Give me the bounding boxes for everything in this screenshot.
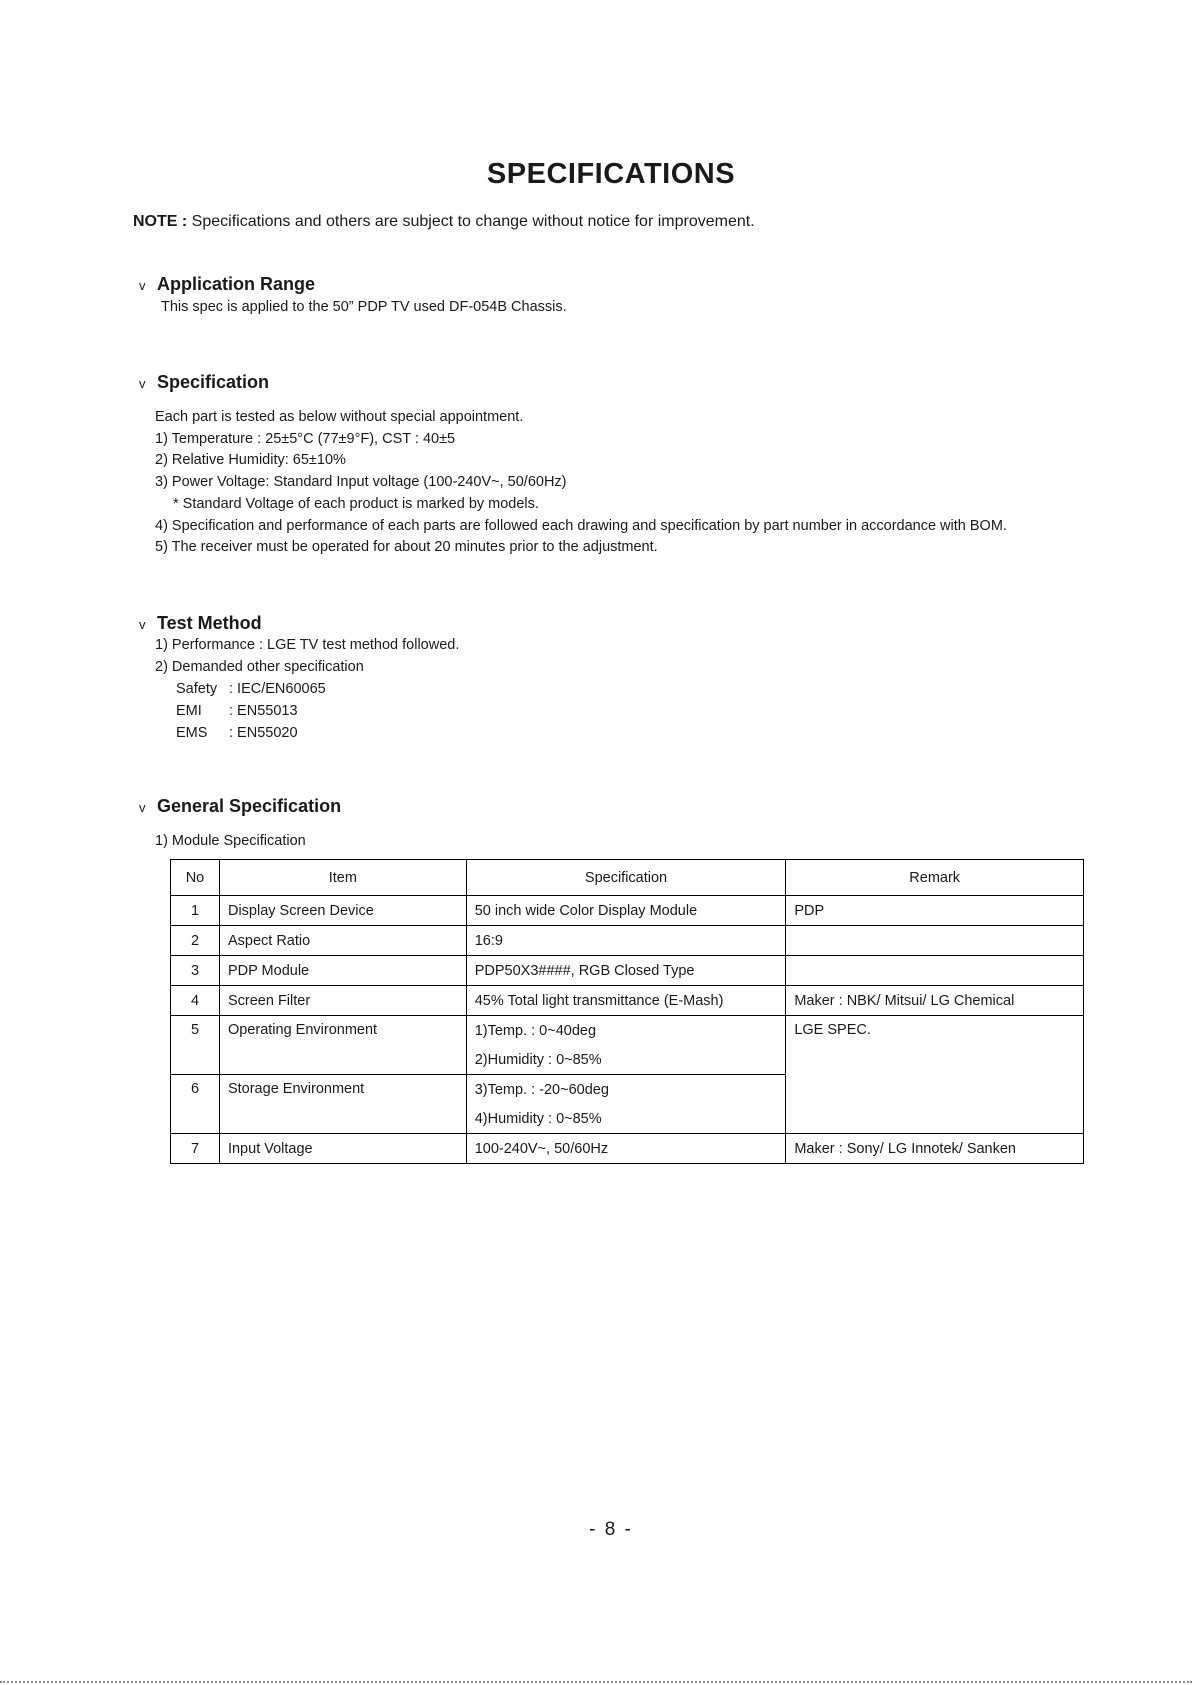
standard-value: : EN55013 xyxy=(229,703,298,719)
cell-item: Screen Filter xyxy=(219,986,466,1016)
standard-name: Safety xyxy=(176,681,218,697)
module-spec-table xyxy=(170,859,1084,1164)
cell-spec: PDP50X3####, RGB Closed Type xyxy=(466,956,786,986)
cell-spec: 4)Humidity : 0~85% xyxy=(466,1104,786,1134)
table-row xyxy=(171,926,1084,956)
table-row xyxy=(171,956,1084,986)
general-specification-heading: v General Specification xyxy=(139,796,342,816)
bullet-icon: v xyxy=(139,617,146,632)
page-number: - 8 - xyxy=(589,1519,633,1540)
note xyxy=(133,213,755,231)
standard-name: EMI xyxy=(176,703,202,719)
cell-item: Storage Environment xyxy=(219,1075,466,1134)
table-row xyxy=(171,1134,1084,1164)
standard-name: EMS xyxy=(176,725,208,741)
table-row xyxy=(171,896,1084,926)
note-label: NOTE : xyxy=(133,213,188,230)
bullet-icon: v xyxy=(139,800,146,815)
spec-line: 1) Temperature : 25±5°C (77±9°F), CST : 40±5 xyxy=(155,431,456,447)
cell-no: 1 xyxy=(171,896,220,926)
cell-item: PDP Module xyxy=(219,956,466,986)
cell-spec: 100-240V~, 50/60Hz xyxy=(466,1134,786,1164)
cell-no: 3 xyxy=(171,956,220,986)
cell-no: 6 xyxy=(171,1075,220,1134)
cell-remark: PDP xyxy=(786,896,1084,926)
test-method-line: 2) Demanded other specification xyxy=(155,659,364,675)
cell-no: 2 xyxy=(171,926,220,956)
spec-line: 2) Relative Humidity: 65±10% xyxy=(155,452,346,468)
spec-line: * Standard Voltage of each product is marked by models. xyxy=(173,496,539,512)
cell-no: 4 xyxy=(171,986,220,1016)
cell-remark xyxy=(786,956,1084,986)
cell-spec: 16:9 xyxy=(466,926,786,956)
cell-spec: 2)Humidity : 0~85% xyxy=(466,1045,786,1075)
cell-no: 5 xyxy=(171,1016,220,1075)
table-header-row xyxy=(171,860,1084,896)
column-header: No xyxy=(171,860,220,896)
table-row xyxy=(171,986,1084,1016)
standard-value: : IEC/EN60065 xyxy=(229,681,326,697)
test-method-heading: v Test Method xyxy=(139,613,262,633)
cell-spec: 45% Total light transmittance (E-Mash) xyxy=(466,986,786,1016)
cell-item: Operating Environment xyxy=(219,1016,466,1075)
spec-line: Each part is tested as below without special appointment. xyxy=(155,409,524,425)
page-title: SPECIFICATIONS xyxy=(486,158,736,190)
spec-line: 3) Power Voltage: Standard Input voltage (100-240V~, 50/60Hz) xyxy=(155,474,567,490)
bullet-icon: v xyxy=(139,376,146,391)
test-method-line: 1) Performance : LGE TV test method followed. xyxy=(155,637,460,653)
application-range-text: This spec is applied to the 50” PDP TV used DF-054B Chassis. xyxy=(161,299,567,315)
cell-no: 7 xyxy=(171,1134,220,1164)
column-header: Specification xyxy=(466,860,786,896)
cell-remark xyxy=(786,926,1084,956)
cell-item: Display Screen Device xyxy=(219,896,466,926)
note-text: Specifications and others are subject to change without notice for improvement. xyxy=(191,213,755,230)
page-edge-divider xyxy=(0,1681,1192,1685)
cell-item: Input Voltage xyxy=(219,1134,466,1164)
spec-line: 5) The receiver must be operated for about 20 minutes prior to the adjustment. xyxy=(155,539,658,555)
cell-remark: Maker : NBK/ Mitsui/ LG Chemical xyxy=(786,986,1084,1016)
standard-value: : EN55020 xyxy=(229,725,298,741)
table-row xyxy=(171,1016,1084,1046)
cell-remark: Maker : Sony/ LG Innotek/ Sanken xyxy=(786,1134,1084,1164)
specification-heading: v Specification xyxy=(139,372,270,392)
column-header: Item xyxy=(219,860,466,896)
bullet-icon: v xyxy=(139,278,146,293)
cell-spec: 1)Temp. : 0~40deg xyxy=(466,1016,786,1046)
cell-spec: 3)Temp. : -20~60deg xyxy=(466,1075,786,1105)
cell-remark: LGE SPEC. xyxy=(786,1016,1084,1134)
module-spec-subheading: 1) Module Specification xyxy=(155,833,306,849)
cell-spec: 50 inch wide Color Display Module xyxy=(466,896,786,926)
spec-line: 4) Specification and performance of each parts are followed each drawing and specification by part number in accordance with BOM. xyxy=(155,518,1007,534)
application-range-heading: v Application Range xyxy=(139,274,316,294)
cell-item: Aspect Ratio xyxy=(219,926,466,956)
column-header: Remark xyxy=(786,860,1084,896)
